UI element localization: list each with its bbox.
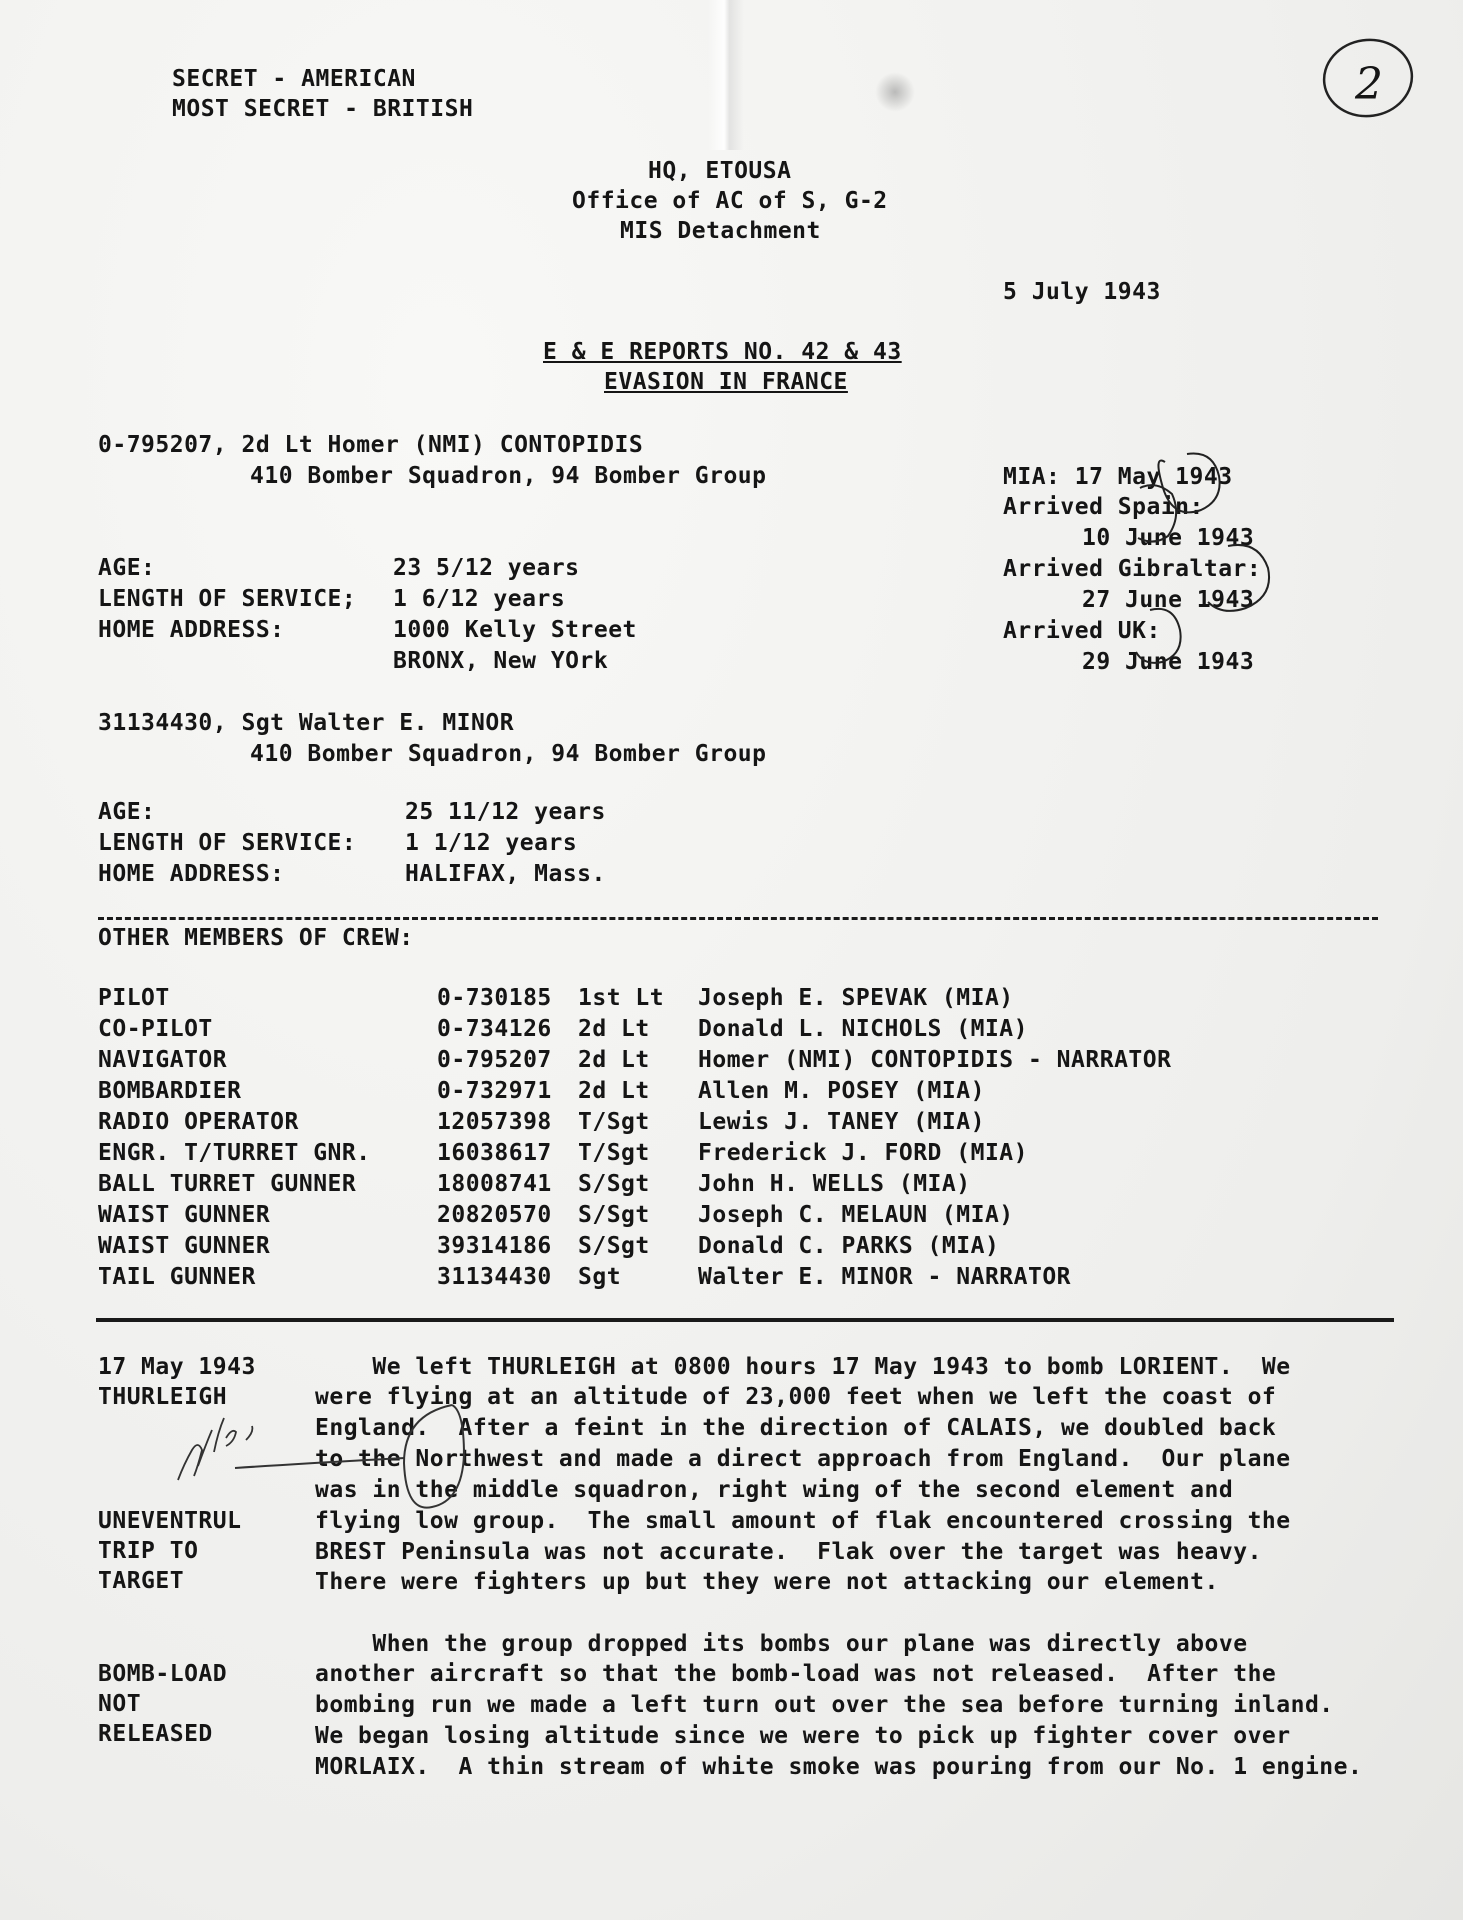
gibraltar-circle: [1208, 545, 1269, 611]
para2-line: When the group dropped its bombs our plane was directly above: [315, 1631, 1248, 1657]
crew-serial: 18008741: [437, 1171, 552, 1197]
crew-name: Donald C. PARKS (MIA): [698, 1233, 1000, 1259]
spain-label: Arrived Spain:: [1003, 494, 1204, 520]
handwritten-note: [178, 1418, 252, 1480]
report-title: E & E REPORTS NO. 42 & 43: [543, 339, 902, 365]
evader1-id-name: 0-795207, 2d Lt Homer (NMI) CONTOPIDIS: [98, 432, 644, 458]
crew-position: PILOT: [98, 985, 170, 1011]
crew-name: Lewis J. TANEY (MIA): [698, 1109, 985, 1135]
classification-american: SECRET - AMERICAN: [172, 66, 416, 92]
para2-line: another aircraft so that the bomb-load was not released. After the: [315, 1661, 1277, 1687]
evader1-service-label: LENGTH OF SERVICE;: [98, 586, 357, 612]
mia-date: MIA: 17 May 1943: [1003, 464, 1233, 490]
evader1-age-label: AGE:: [98, 555, 156, 581]
crew-position: TAIL GUNNER: [98, 1264, 256, 1290]
para1-line: We left THURLEIGH at 0800 hours 17 May 1943 to bomb LORIENT. We: [315, 1354, 1291, 1380]
header-line-2: Office of AC of S, G-2: [572, 188, 888, 214]
crew-rank: 2d Lt: [578, 1047, 650, 1073]
side-bombload-1: BOMB-LOAD: [98, 1661, 228, 1687]
header-line-1: HQ, ETOUSA: [648, 158, 792, 184]
crew-serial: 0-795207: [437, 1047, 552, 1073]
evader2-address-label: HOME ADDRESS:: [98, 861, 285, 887]
england-circle: [404, 1405, 464, 1508]
crew-name: Allen M. POSEY (MIA): [698, 1078, 985, 1104]
crew-position: BOMBARDIER: [98, 1078, 242, 1104]
crew-rank: 1st Lt: [578, 985, 665, 1011]
evader1-address-label: HOME ADDRESS:: [98, 617, 285, 643]
crew-rank: 2d Lt: [578, 1016, 650, 1042]
evader2-service-label: LENGTH OF SERVICE:: [98, 830, 357, 856]
crew-serial: 39314186: [437, 1233, 552, 1259]
annotation-line: [235, 1458, 405, 1468]
evader2-unit: 410 Bomber Squadron, 94 Bomber Group: [250, 741, 767, 767]
crew-position: RADIO OPERATOR: [98, 1109, 299, 1135]
para1-line: were flying at an altitude of 23,000 feet when we left the coast of: [315, 1384, 1277, 1410]
para1-line: flying low group. The small amount of flak encountered crossing the: [315, 1508, 1291, 1534]
crew-position: BALL TURRET GUNNER: [98, 1171, 357, 1197]
crew-heading: OTHER MEMBERS OF CREW:: [98, 925, 414, 951]
evader1-service: 1 6/12 years: [393, 586, 566, 612]
para1-line: was in the middle squadron, right wing of the second element and: [315, 1477, 1234, 1503]
gibraltar-label: Arrived Gibraltar:: [1003, 556, 1262, 582]
side-date: 17 May 1943: [98, 1354, 256, 1380]
crew-rank: T/Sgt: [578, 1109, 650, 1135]
evader2-service: 1 1/12 years: [405, 830, 578, 856]
crew-serial: 0-732971: [437, 1078, 552, 1104]
crew-rank: 2d Lt: [578, 1078, 650, 1104]
evader1-address-1: 1000 Kelly Street: [393, 617, 637, 643]
para1-line: England. After a feint in the direction of CALAIS, we doubled back: [315, 1415, 1277, 1441]
crew-name: Homer (NMI) CONTOPIDIS - NARRATOR: [698, 1047, 1172, 1073]
evader2-address: HALIFAX, Mass.: [405, 861, 606, 887]
header-line-3: MIS Detachment: [620, 218, 821, 244]
crew-rank: S/Sgt: [578, 1202, 650, 1228]
side-bombload-2: NOT: [98, 1691, 142, 1717]
crew-rank: S/Sgt: [578, 1171, 650, 1197]
para1-line: BREST Peninsula was not accurate. Flak over the target was heavy.: [315, 1539, 1262, 1565]
crew-rank: Sgt: [578, 1264, 622, 1290]
crew-position: WAIST GUNNER: [98, 1202, 271, 1228]
page-number: 2: [1355, 59, 1384, 110]
evader1-unit: 410 Bomber Squadron, 94 Bomber Group: [250, 463, 767, 489]
crew-name: John H. WELLS (MIA): [698, 1171, 971, 1197]
crew-position: WAIST GUNNER: [98, 1233, 271, 1259]
crew-serial: 20820570: [437, 1202, 552, 1228]
report-subtitle: EVASION IN FRANCE: [604, 369, 848, 395]
side-bombload-3: RELEASED: [98, 1721, 213, 1747]
evader2-age: 25 11/12 years: [405, 799, 606, 825]
crew-name: Joseph E. SPEVAK (MIA): [698, 985, 1014, 1011]
crew-serial: 31134430: [437, 1264, 552, 1290]
evader2-age-label: AGE:: [98, 799, 156, 825]
gibraltar-date: 27 June 1943: [1082, 587, 1255, 613]
uk-circle: [1136, 609, 1181, 663]
crew-name: Frederick J. FORD (MIA): [698, 1140, 1028, 1166]
uk-label: Arrived UK:: [1003, 618, 1161, 644]
side-uneventful-2: TRIP TO: [98, 1538, 199, 1564]
crew-position: NAVIGATOR: [98, 1047, 228, 1073]
para1-line: to the Northwest and made a direct approach from England. Our plane: [315, 1446, 1291, 1472]
para2-line: We began losing altitude since we were to pick up fighter cover over: [315, 1723, 1291, 1749]
crew-position: CO-PILOT: [98, 1016, 213, 1042]
crew-rank: S/Sgt: [578, 1233, 650, 1259]
crew-rank: T/Sgt: [578, 1140, 650, 1166]
evader2-id-name: 31134430, Sgt Walter E. MINOR: [98, 710, 515, 736]
classification-british: MOST SECRET - BRITISH: [172, 96, 474, 122]
side-uneventful-1: UNEVENTRUL: [98, 1508, 242, 1534]
page-number-circle: [1319, 34, 1417, 122]
crew-serial: 12057398: [437, 1109, 552, 1135]
report-date: 5 July 1943: [1003, 279, 1161, 305]
evader1-age: 23 5/12 years: [393, 555, 580, 581]
crew-name: Walter E. MINOR - NARRATOR: [698, 1264, 1072, 1290]
para2-line: MORLAIX. A thin stream of white smoke was pouring from our No. 1 engine.: [315, 1754, 1363, 1780]
side-place: THURLEIGH: [98, 1384, 228, 1410]
crew-serial: 0-734126: [437, 1016, 552, 1042]
spain-date: 10 June 1943: [1082, 525, 1255, 551]
crew-name: Joseph C. MELAUN (MIA): [698, 1202, 1014, 1228]
crew-name: Donald L. NICHOLS (MIA): [698, 1016, 1028, 1042]
para2-line: bombing run we made a left turn out over the sea before turning inland.: [315, 1692, 1334, 1718]
mia-year-circle: [1158, 453, 1219, 512]
spain-year-circle: [1138, 485, 1176, 541]
crew-serial: 16038617: [437, 1140, 552, 1166]
uk-date: 29 June 1943: [1082, 649, 1255, 675]
evader1-address-2: BRONX, New YOrk: [393, 648, 609, 674]
side-uneventful-3: TARGET: [98, 1568, 185, 1594]
crew-serial: 0-730185: [437, 985, 552, 1011]
crew-position: ENGR. T/TURRET GNR.: [98, 1140, 371, 1166]
para1-line: There were fighters up but they were not attacking our element.: [315, 1569, 1219, 1595]
